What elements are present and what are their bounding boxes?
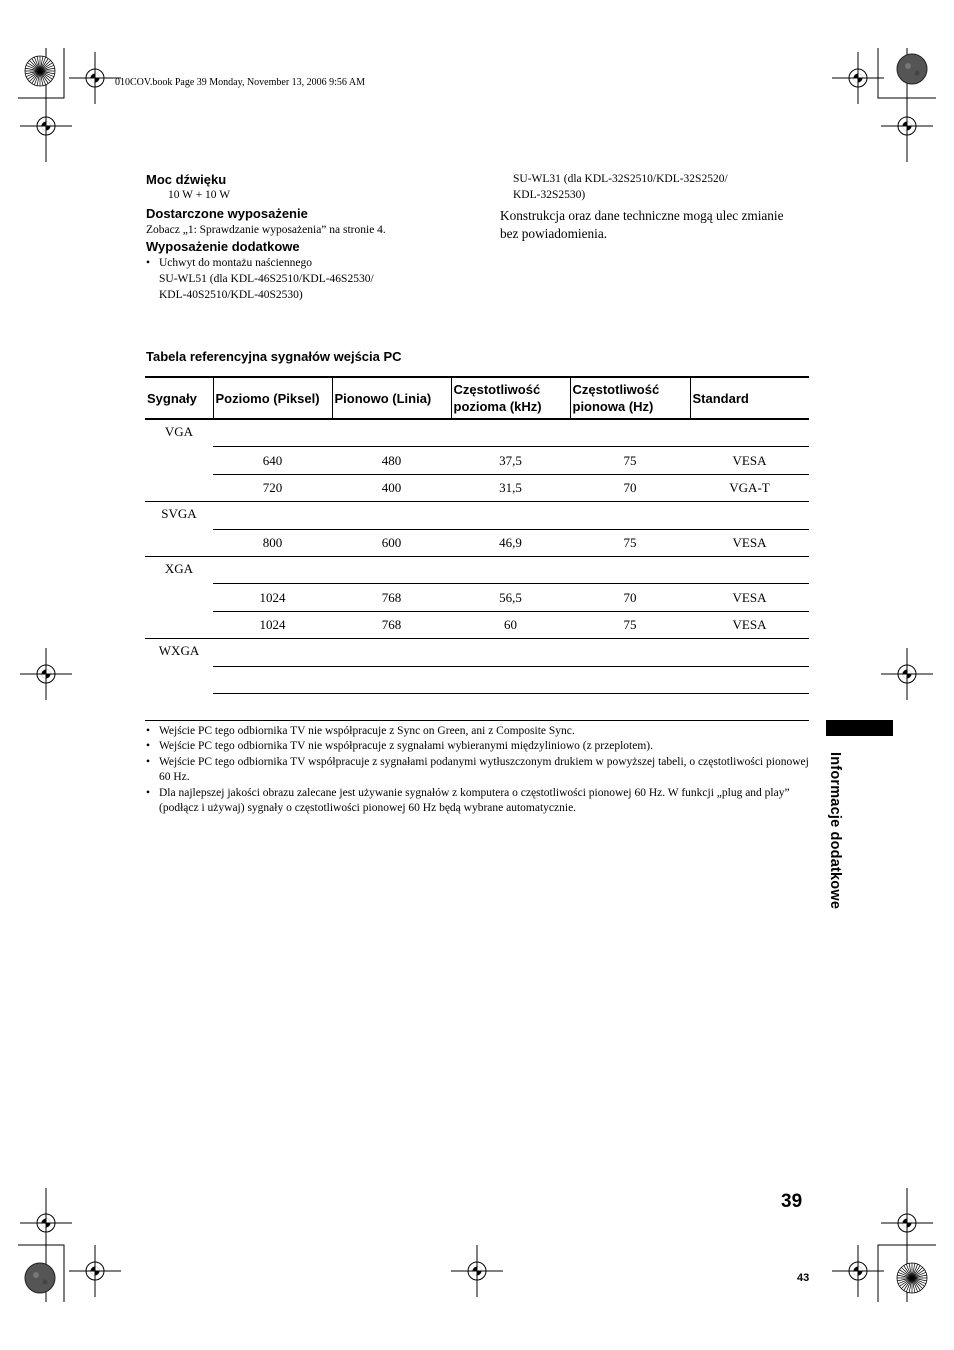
cell: VGA-T (690, 474, 809, 501)
cell (570, 666, 690, 693)
cell: 1024 (213, 584, 332, 611)
optional-line-1: SU-WL51 (dla KDL-46S2510/KDL-46S2530/ (159, 273, 374, 285)
cell: 800 (213, 529, 332, 556)
cell: 640 (213, 447, 332, 474)
cell (451, 666, 570, 693)
file-header: 010COV.book Page 39 Monday, November 13, 2006 9:56 AM (115, 77, 365, 88)
optional-heading: Wyposażenie dodatkowe (146, 239, 300, 254)
cell: 768 (332, 611, 451, 638)
signal-wxga: WXGA (145, 639, 213, 721)
table-row (145, 584, 809, 611)
list-item: • Dla najlepszej jakości obrazu zalecane jest używanie sygnałów z komputera o częstotliwości pionowej 60 Hz. W funkcji „plug and play” (podłącz i używaj) sygnały o częstotliwości pionowej 60 Hz będą wybrane automatycznie. (146, 786, 811, 817)
header-vertical-frequency: Częstotliwość pionowa (Hz) (570, 377, 690, 419)
cell: 400 (332, 474, 451, 501)
cell (690, 693, 809, 720)
cell: VESA (690, 584, 809, 611)
right-column (500, 171, 810, 243)
table-row (145, 474, 809, 501)
table-row (145, 666, 809, 693)
table-row (145, 611, 809, 638)
notes-list (146, 724, 811, 816)
signal-table (145, 376, 809, 721)
cell: VESA (690, 611, 809, 638)
cell (332, 693, 451, 720)
list-item: • Wejście PC tego odbiornika TV nie współpracuje z sygnałami wybieranymi międzyliniowo (z przeplotem). (146, 739, 811, 754)
optional-line-2: KDL-40S2510/KDL-40S2530) (159, 289, 303, 301)
table-title: Tabela referencyjna sygnałów wejścia PC (146, 349, 402, 364)
sheet-number: 43 (797, 1272, 810, 1284)
cell: 56,5 (451, 584, 570, 611)
signal-vga: VGA (145, 419, 213, 502)
header-horizontal-pixels: Poziomo (Piksel) (213, 377, 332, 419)
accessory-line-1: SU-WL31 (dla KDL-32S2510/KDL-32S2520/ (513, 173, 728, 185)
notice-line-1: Konstrukcja oraz dane techniczne mogą ulec zmianie (500, 208, 784, 223)
cell: 70 (570, 474, 690, 501)
sound-power-heading: Moc dźwięku (146, 172, 227, 187)
section-side-label-text: Informacje dodatkowe (827, 752, 843, 910)
header-horizontal-frequency: Częstotliwość pozioma (kHz) (451, 377, 570, 419)
cell: 31,5 (451, 474, 570, 501)
cell: 37,5 (451, 447, 570, 474)
bullet-icon: • (146, 257, 151, 269)
left-column (146, 172, 476, 303)
table-row (145, 556, 809, 583)
cell: 75 (570, 611, 690, 638)
supplied-text: Zobacz „1: Sprawdzanie wyposażenia” na stronie 4. (146, 224, 386, 236)
signal-xga: XGA (145, 556, 213, 638)
cell: 720 (213, 474, 332, 501)
cell: 768 (332, 584, 451, 611)
cell: 75 (570, 447, 690, 474)
table-row (145, 447, 809, 474)
cell: 75 (570, 529, 690, 556)
cell (332, 666, 451, 693)
optional-bullet: Uchwyt do montażu naściennego (159, 257, 312, 269)
section-tab-marker (826, 720, 893, 736)
cell (213, 693, 332, 720)
cell: 70 (570, 584, 690, 611)
header-vertical-lines: Pionowo (Linia) (332, 377, 451, 419)
notice-text (500, 207, 810, 243)
header-signals: Sygnały (145, 377, 213, 419)
list-item: • Wejście PC tego odbiornika TV współpracuje z sygnałami podanymi wytłuszczonym drukiem w powyższej tabeli, o częstotliwości pionowej 60 Hz. (146, 755, 811, 786)
accessory-line-2: KDL-32S2530) (513, 189, 586, 201)
cell: VESA (690, 529, 809, 556)
cell (570, 693, 690, 720)
table-row (145, 639, 809, 666)
optional-list (146, 255, 476, 303)
table-row (145, 529, 809, 556)
table-row (145, 502, 809, 529)
cell (213, 666, 332, 693)
cell: 480 (332, 447, 451, 474)
cell: 60 (451, 611, 570, 638)
table-row (145, 419, 809, 447)
cell: 1024 (213, 611, 332, 638)
cell: 600 (332, 529, 451, 556)
cell: 46,9 (451, 529, 570, 556)
cell (690, 666, 809, 693)
page-number: 39 (781, 1191, 803, 1212)
cell (451, 693, 570, 720)
supplied-heading: Dostarczone wyposażenie (146, 206, 308, 221)
signal-svga: SVGA (145, 502, 213, 557)
section-side-label (826, 752, 846, 912)
header-standard: Standard (690, 377, 809, 419)
sound-power-value: 10 W + 10 W (168, 189, 231, 201)
table-header-row (145, 377, 809, 419)
cell: VESA (690, 447, 809, 474)
notice-line-2: bez powiadomienia. (500, 226, 608, 241)
table-row (145, 693, 809, 720)
list-item: • Wejście PC tego odbiornika TV nie współpracuje z Sync on Green, ani z Composite Sync. (146, 724, 811, 739)
